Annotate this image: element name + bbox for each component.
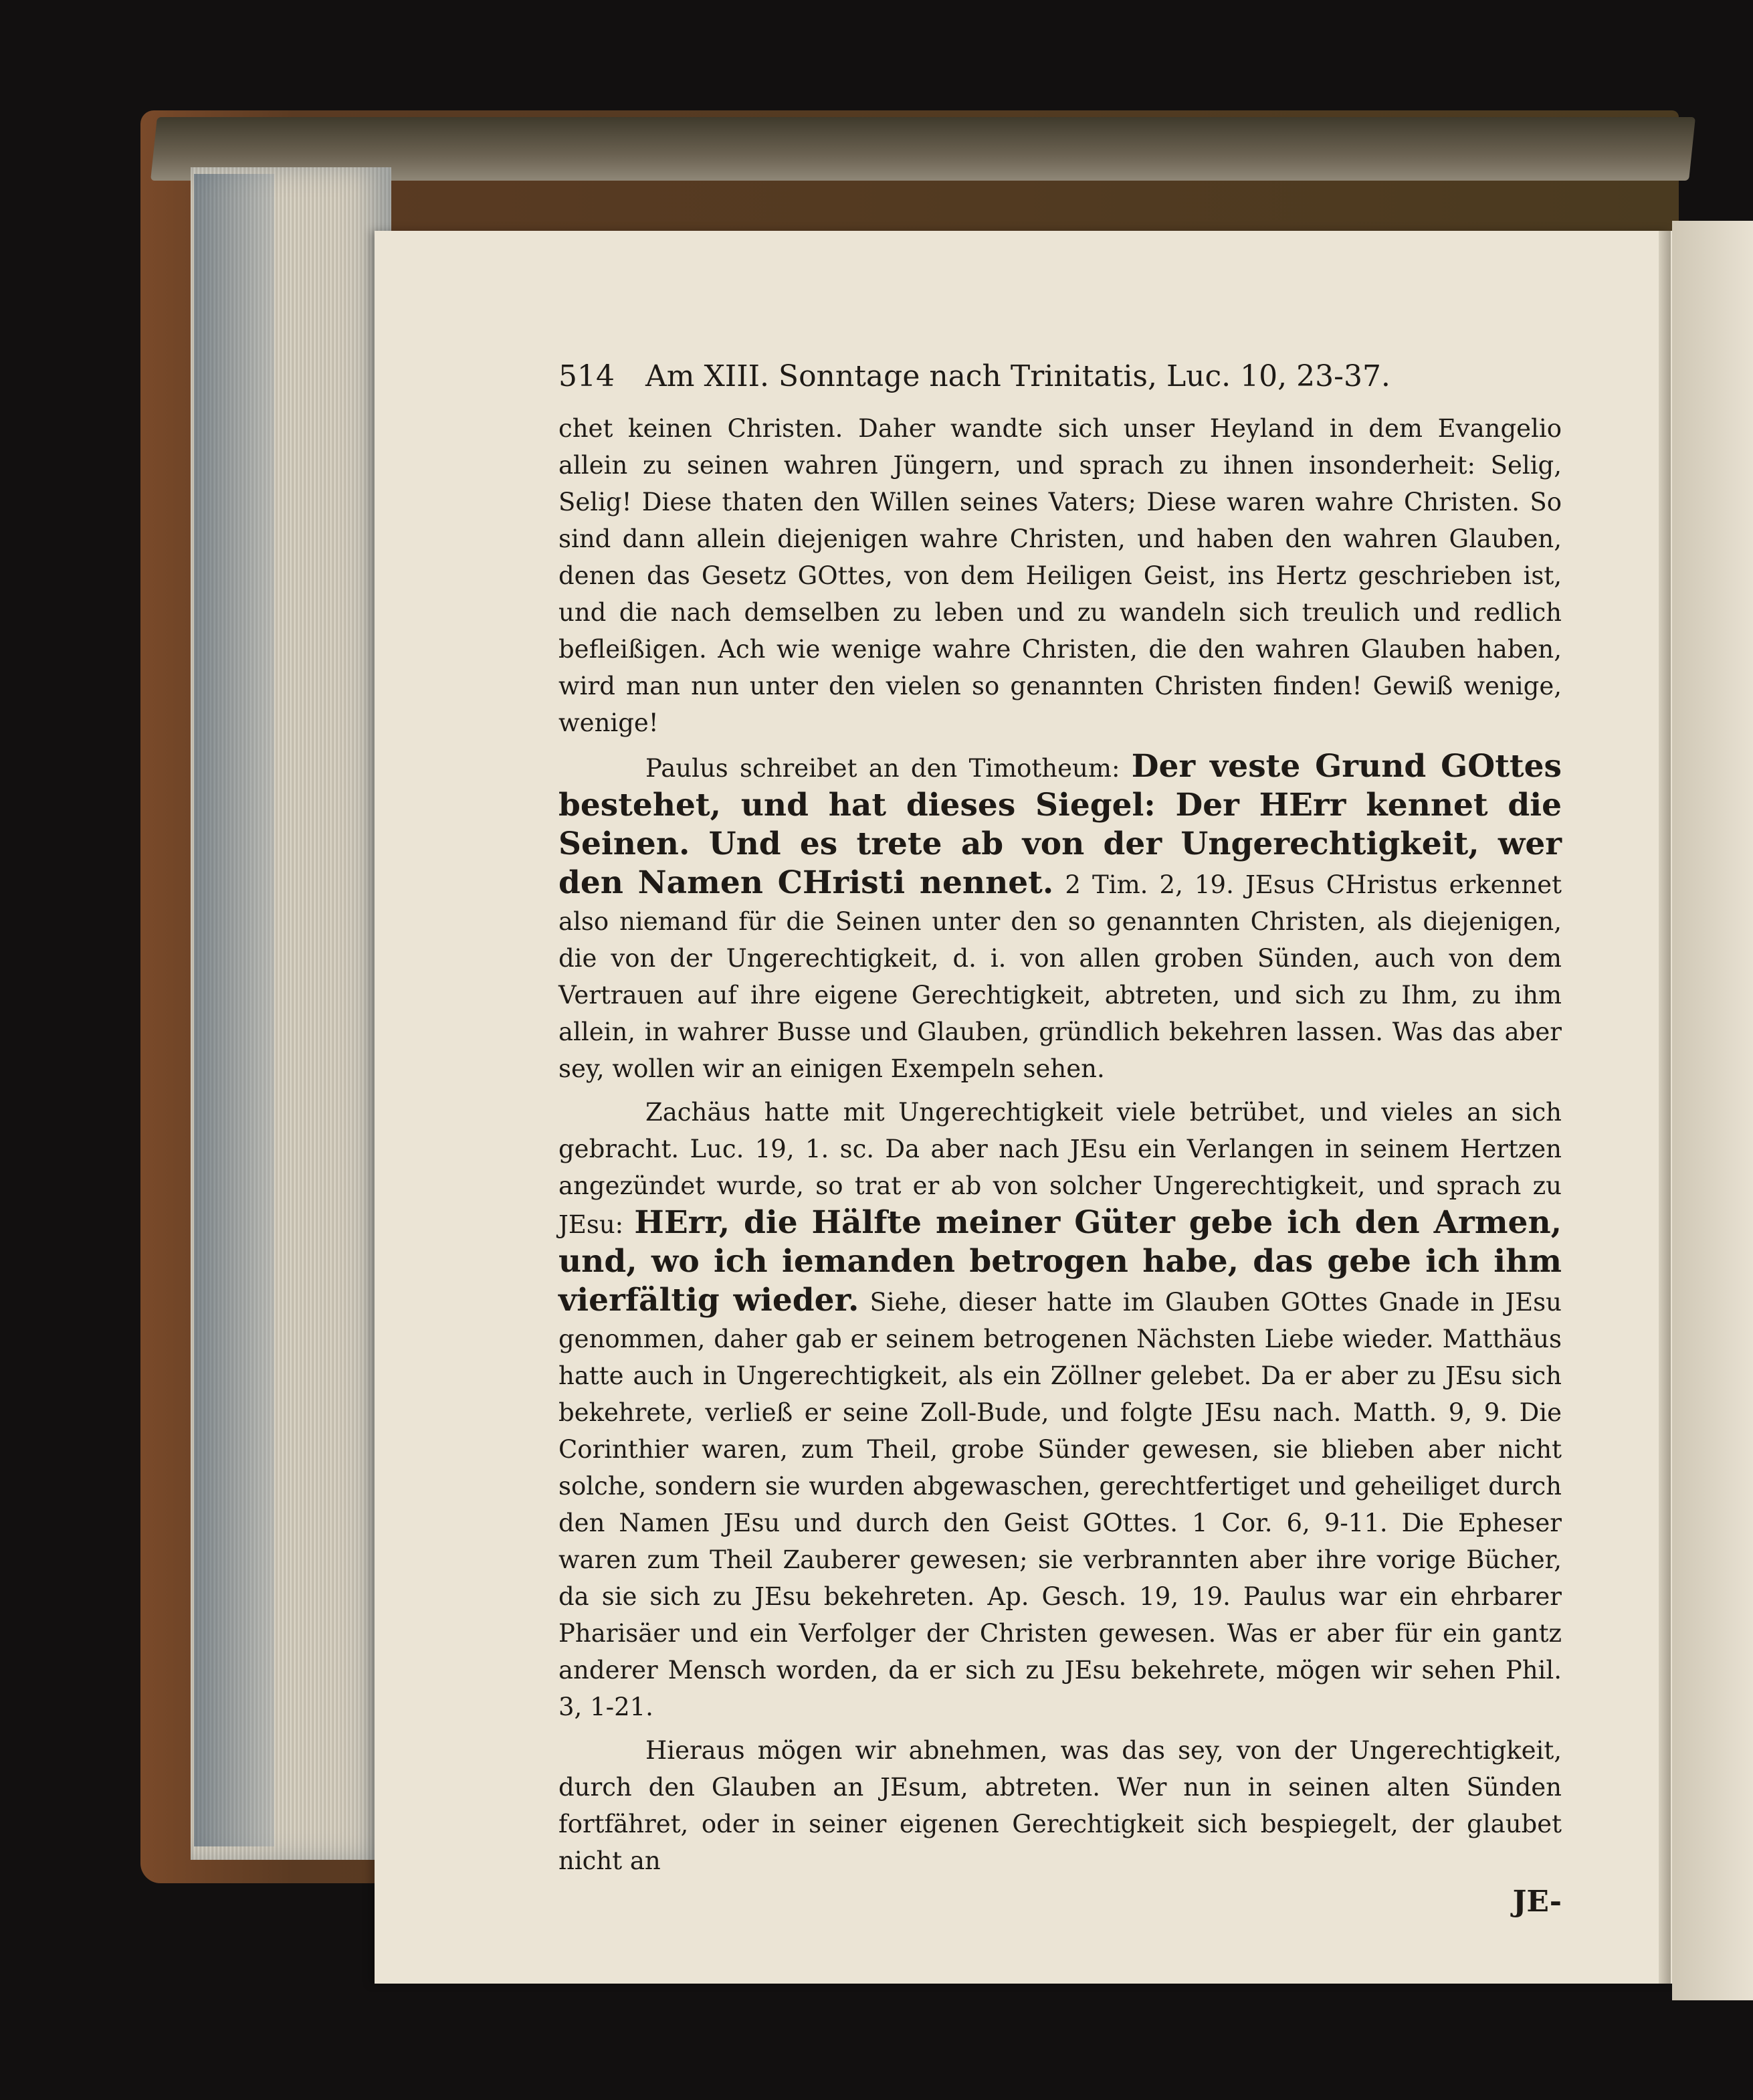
scripture-quote: HErr, die Hälfte meiner Güter gebe ich den Armen, und, wo ich iemanden betrogen habe, das gebe ich ihm vierfältig wieder. [558, 1204, 1562, 1319]
running-header [558, 358, 1562, 402]
page-number: 514 [558, 359, 615, 393]
paragraph-4 [558, 1732, 1562, 1879]
running-title: Am XIII. Sonntage nach Trinitatis, Luc. 10, 23-37. [645, 359, 1390, 393]
paragraph-2 [558, 748, 1562, 1087]
paragraph-3 [558, 1094, 1562, 1725]
catchword: JE- [1512, 1885, 1562, 1919]
page-edge-tint [194, 174, 274, 1846]
page-gutter [1659, 231, 1671, 1984]
text-segment: Zachäus hatte mit Ungerechtigkeit viele betrübet, und vieles an sich gebracht. Luc. 19, 1. sc. Da aber nach JEsu ein Verlangen in seinem Hertzen angezündet wurde, so trat er ab von solcher Ungerechtigkeit, und sprach zu JEsu: [558, 1098, 1562, 1239]
paragraph-1 [558, 410, 1562, 741]
text-segment: 2 Tim. 2, 19. JEsus CHristus erkennet also niemand für die Seinen unter den so genannten Christen, als diejenigen, die von der Ungerechtigkeit, d. i. von allen groben Sünden, auch von dem Vertrauen auf ihre eigene Gerechtigkeit, abtreten, und sich zu Ihm, zu ihm allein, in wahrer Busse und Glauben, gründlich bekehren lassen. Was das aber sey, wollen wir an einigen Exempeln sehen. [558, 870, 1562, 1083]
text-segment: Siehe, dieser hatte im Glauben GOttes Gnade in JEsu genommen, daher gab er seinem betrogenen Nächsten Liebe wieder. Matthäus hatte auch in Ungerechtigkeit, als ein Zöllner gelebet. Da er aber zu JEsu sich bekehrete, verließ er seine Zoll-Bude, und folgte JEsu nach. Matth. 9, 9. Die Corinthier waren, zum Theil, grobe Sünder gewesen, sie blieben aber nicht solche, sondern sie wurden abgewaschen, gerechtfertiget und geheiliget durch den Namen JEsu und durch den Geist GOttes. 1 Cor. 6, 9-11. Die Epheser waren zum Theil Zauberer gewesen; sie verbrannten aber ihre vorige Bücher, da sie sich zu JEsu bekehreten. Ap. Gesch. 19, 19. Paulus war ein ehrbarer Pharisäer und ein Verfolger der Christen gewesen. Was er aber für ein gantz anderer Mensch worden, da er sich zu JEsu bekehrete, mögen wir sehen Phil. 3, 1-21. [558, 1288, 1562, 1721]
text-segment: Paulus schreibet an den Timotheum: [645, 754, 1132, 783]
text-segment: Hieraus mögen wir abnehmen, was das sey, von der Ungerechtigkeit, durch den Glauben an JEsum, abtreten. Wer nun in seinen alten Sünden fortfähret, oder in seiner eigenen Gerechtigkeit sich bespiegelt, der glaubet nicht an [558, 1736, 1562, 1875]
text-segment: chet keinen Christen. Daher wandte sich unser Heyland in dem Evangelio allein zu seinen wahren Jüngern, und sprach zu ihnen insonderheit: Selig, Selig! Diese thaten den Willen seines Vaters; Diese waren wahre Christen. So sind dann allein diejenigen wahre Christen, und haben den wahren Glauben, denen das Gesetz GOttes, von dem Heiligen Geist, ins Hertz geschrieben ist, und die nach demselben zu leben und zu wandeln sich treulich und redlich befleißigen. Ach wie wenige wahre Christen, die den wahren Glauben haben, wird man nun unter den vielen so genannten Christen finden! Gewiß wenige, wenige! [558, 414, 1562, 737]
page-text [558, 358, 1562, 1920]
facing-page-edge [1672, 221, 1753, 2000]
scripture-quote: Der veste Grund GOttes bestehet, und hat dieses Siegel: Der HErr kennet die Seinen. Und es trete ab von der Ungerechtigkeit, wer den Namen CHristi nennet. [558, 748, 1562, 901]
